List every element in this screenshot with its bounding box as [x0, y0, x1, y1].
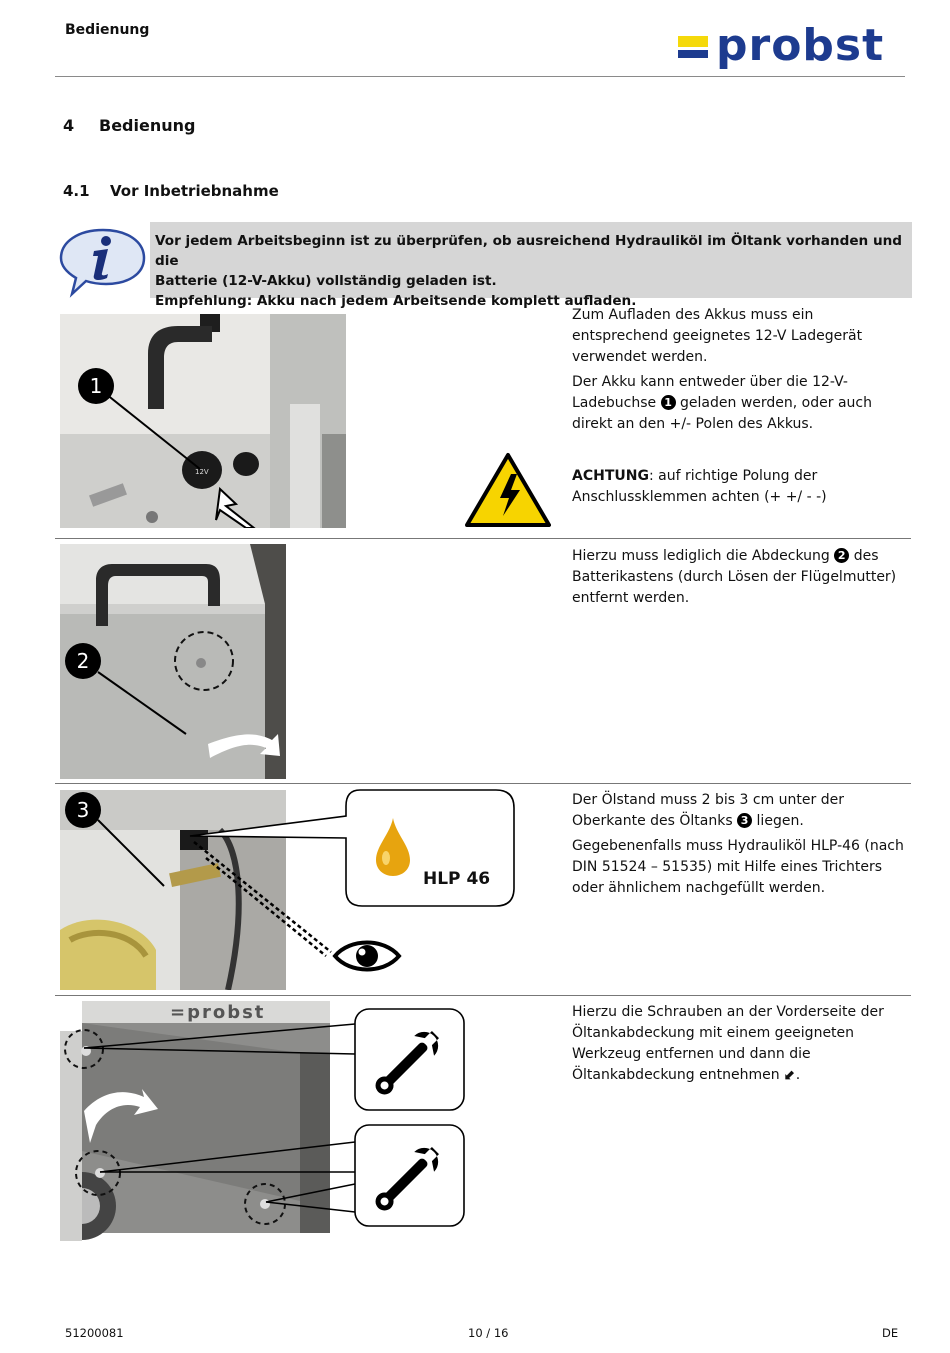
electrical-warning-icon: [465, 452, 551, 528]
battery-box-photo: [60, 544, 286, 779]
section3-text: [572, 790, 912, 903]
info-icon: [58, 226, 148, 298]
heading2-title: Vor Inbetriebnahme: [110, 182, 279, 200]
notice-line1: Vor jedem Arbeitsbeginn ist zu überprüfen, ob ausreichend Hydrauliköl im Öltank vorhanden und die: [155, 233, 903, 269]
callout-1: 1: [89, 374, 103, 398]
photo-brand-text: =probst: [170, 1002, 266, 1023]
section1-warning: [572, 466, 912, 508]
inline-callout-1: 1: [661, 395, 676, 410]
arrow-down-left-icon: ⬋: [784, 1067, 796, 1083]
probst-logo: [678, 24, 900, 74]
footer-language: DE: [882, 1326, 899, 1340]
section3-p2: Gegebenenfalls muss Hydrauliköl HLP-46 (nach DIN 51524 – 51535) mit Hilfe eines Trichters oder ähnlichem nachgefüllt werden.: [572, 838, 904, 896]
warning-label: ACHTUNG: [572, 468, 649, 484]
footer-page-number: 10 / 16: [468, 1326, 509, 1340]
section2-p: Hierzu muss lediglich die Abdeckung 2 des Batterikastens (durch Lösen der Flügelmutter) entfernt werden.: [572, 548, 897, 606]
section1-p2: Der Akku kann entweder über die 12-V-Ladebuchse 1 geladen werden, oder auch direkt an den +/- Polen des Akkus.: [572, 374, 872, 432]
section1-text: [572, 305, 912, 439]
header-section-title: Bedienung: [65, 22, 150, 38]
section3-p1: Der Ölstand muss 2 bis 3 cm unter der Oberkante des Öltanks 3 liegen.: [572, 792, 844, 829]
inline-callout-2: 2: [834, 548, 849, 563]
callout-3: 3: [76, 798, 90, 822]
section-divider: [55, 538, 911, 539]
svg-text:12V: 12V: [195, 468, 209, 476]
footer-doc-number: 51200081: [65, 1326, 124, 1340]
heading1-number: 4: [63, 116, 75, 135]
notice-line2: Batterie (12-V-Akku) vollständig geladen ist.: [155, 273, 497, 289]
notice-box: [150, 222, 912, 309]
section4-p: Hierzu die Schrauben an der Vorderseite der Öltankabdeckung mit einem geeigneten Werkzeug entfernen und dann die Öltankabdeckung entnehmen ⬋.: [572, 1004, 884, 1083]
wrench-callouts: [80, 1006, 472, 1232]
section1-p1: Zum Aufladen des Akkus muss ein entsprechend geeignetes 12-V Ladegerät verwendet werden.: [572, 307, 863, 365]
charging-socket-photo: [60, 314, 346, 528]
section-divider: [55, 995, 911, 996]
oil-type-label: HLP 46: [423, 869, 491, 889]
heading1-title: Bedienung: [99, 116, 196, 135]
section-divider: [55, 783, 911, 784]
heading2-number: 4.1: [63, 182, 90, 200]
header-divider: [55, 76, 905, 77]
notice-line3: Empfehlung: Akku nach jedem Arbeitsende komplett aufladen.: [155, 293, 637, 309]
section4-text: [572, 1002, 912, 1090]
callout-2: 2: [76, 649, 90, 673]
inline-callout-3: 3: [737, 813, 752, 828]
brand-text: probst: [716, 24, 885, 71]
section2-text: [572, 546, 912, 613]
eye-icon: [332, 936, 402, 976]
warning-text: : auf richtige Polung der Anschlussklemmen achten (+ +/ - -): [572, 468, 827, 505]
